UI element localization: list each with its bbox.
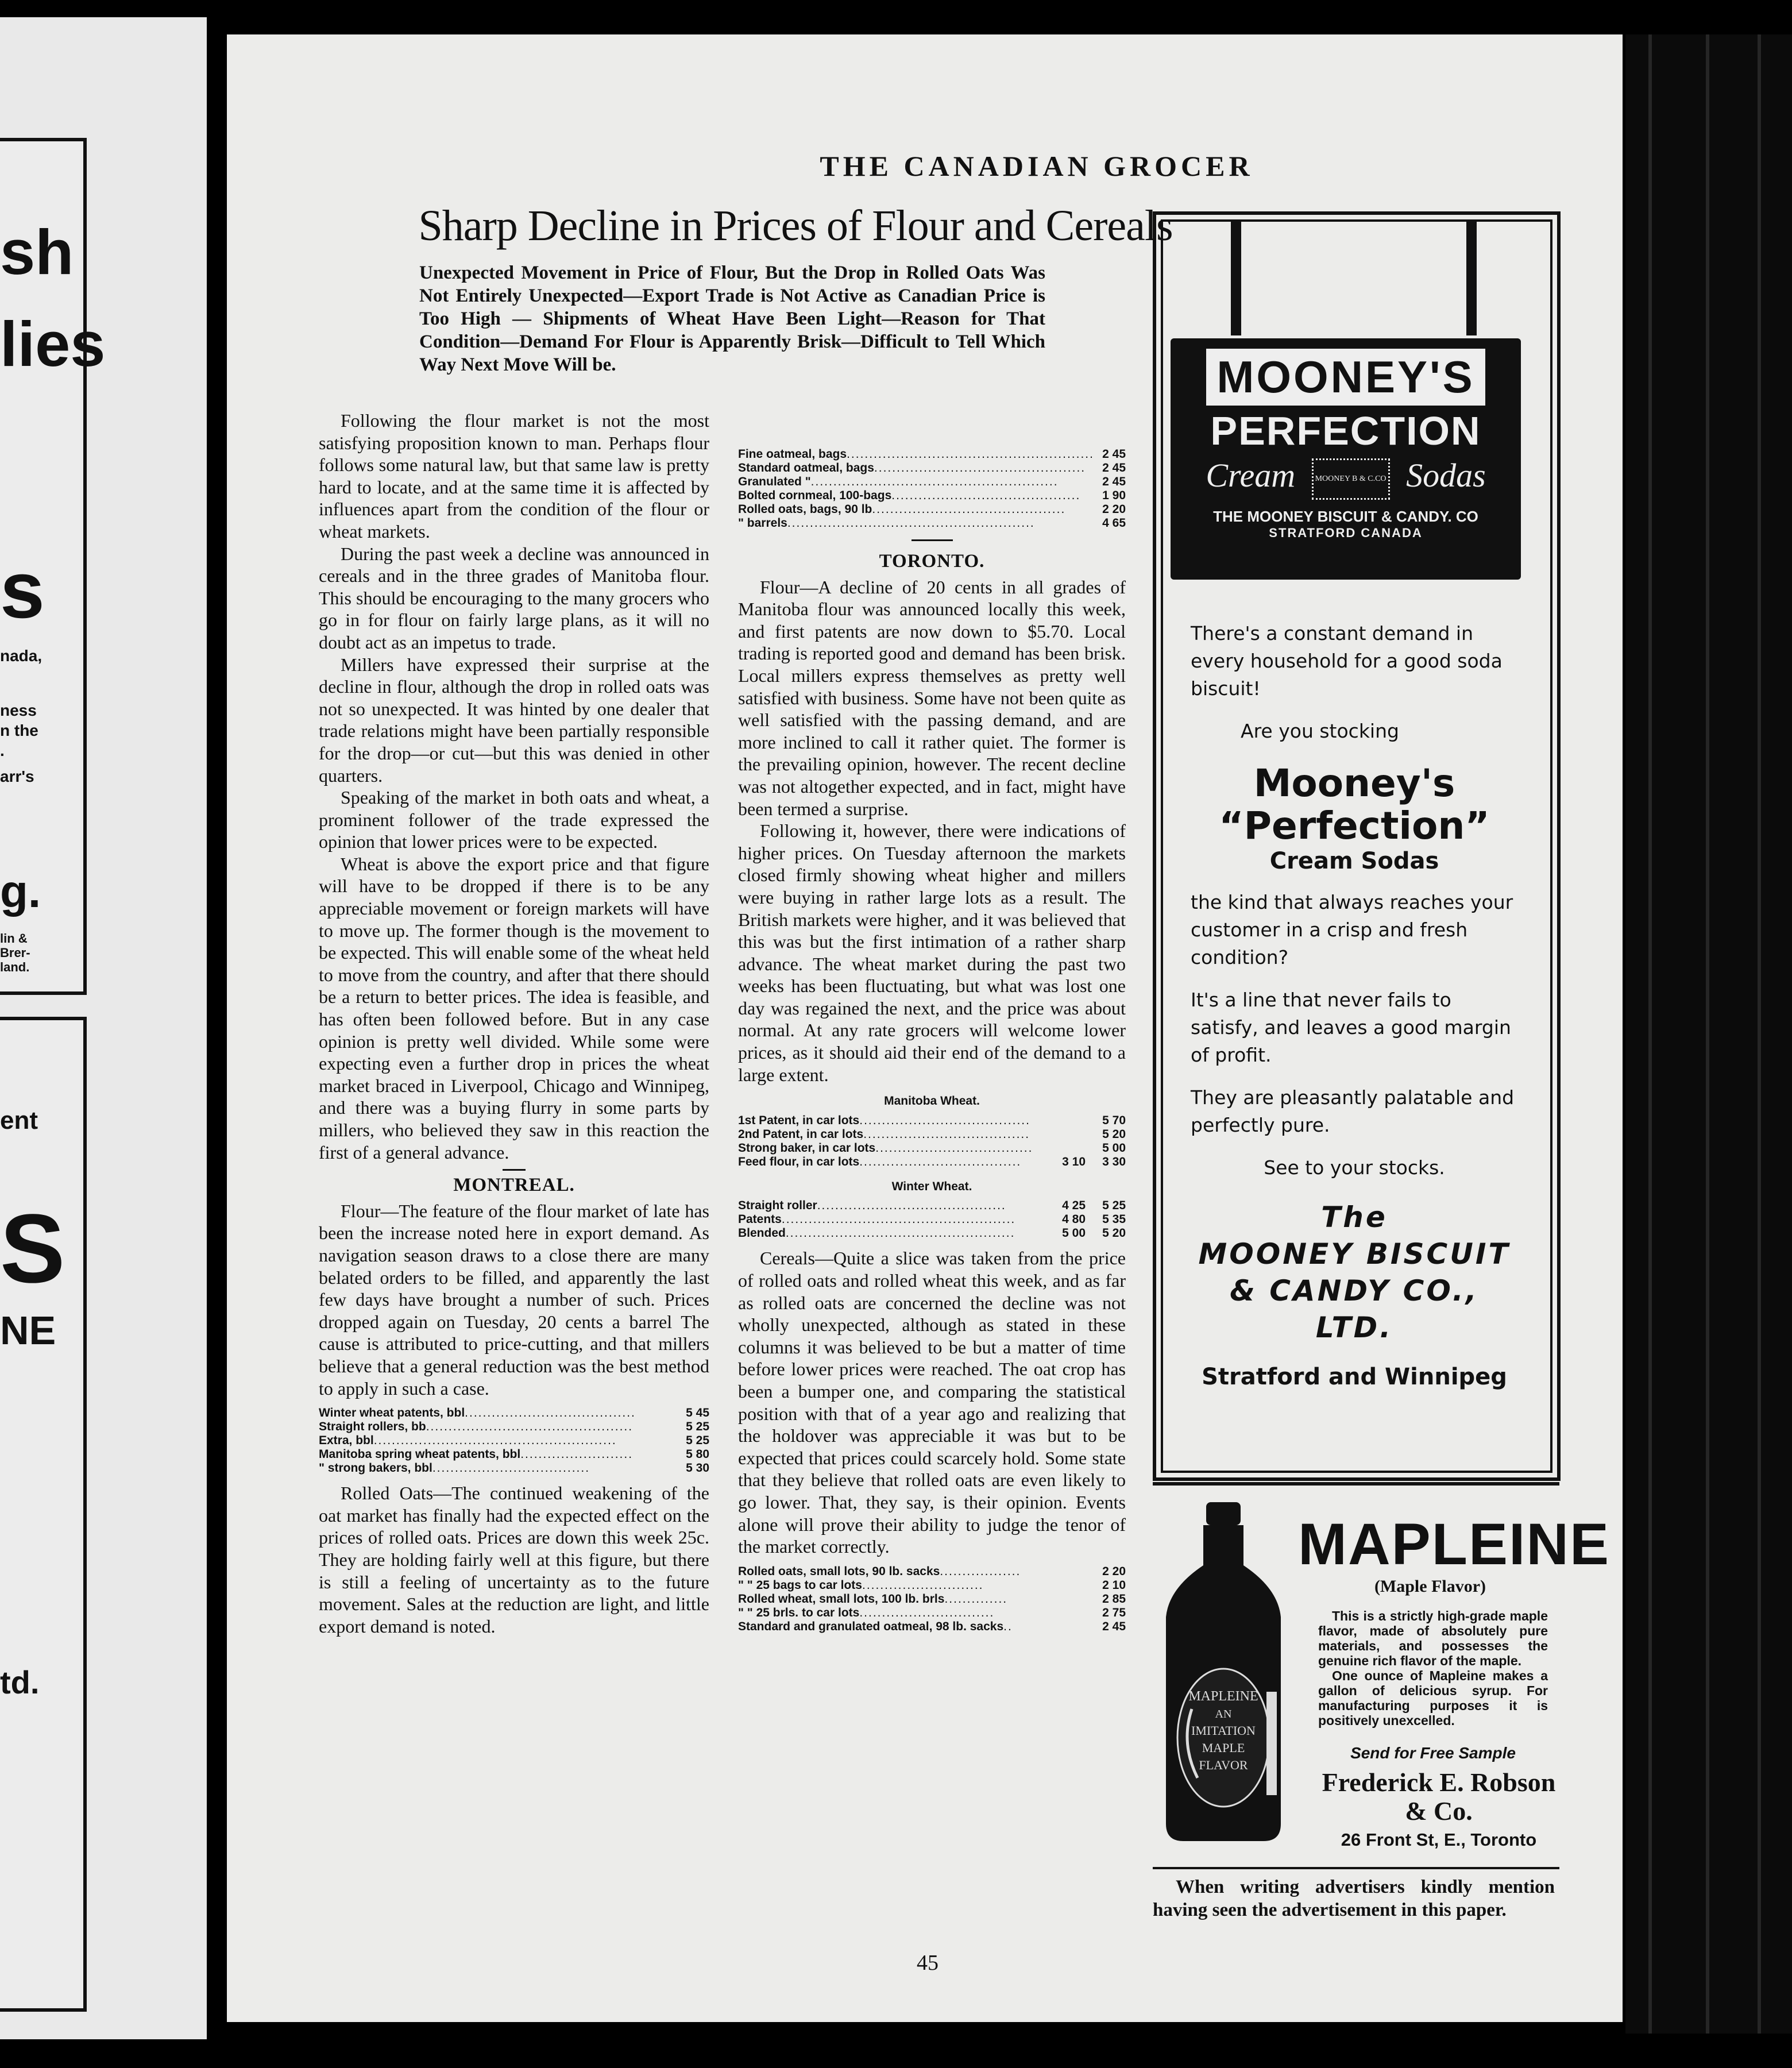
- firm-line: Frederick E. Robson: [1322, 1768, 1556, 1797]
- price-row: Extra, bbl...................................................... 5 25: [319, 1434, 709, 1448]
- section-rule: [503, 1169, 526, 1171]
- left-fragment: Brer-: [0, 946, 30, 960]
- price-row: Granulated "....................................................... 2 45: [738, 475, 1126, 488]
- mooney-ad-copy: [1191, 620, 1518, 1391]
- toronto-winter-prices: [738, 1199, 1126, 1240]
- toronto-paragraph: Flour—A decline of 20 cents in all grades of Manitoba flour was announced locally this week, and first patents are now down to $5.70. Local trading is reported good and demand has been brisk. Local millers express themselves as pretty well satisfied with business. Some have not been quite as well satisfied with the passing demand, and are more inclined to call it rather quiet. The former is the prevailing opinion, however. The recent decline was not altogether expected, and in fact, might have been termed a surprise.: [738, 576, 1126, 819]
- advertisers-notice: [1153, 1876, 1555, 1922]
- article-headline: Sharp Decline in Prices of Flour and Cereals: [418, 202, 1173, 250]
- price-row: Winter wheat patents, bbl...................................... 5 45: [319, 1406, 709, 1420]
- toronto-cereal-prices: [738, 1565, 1126, 1634]
- price-row: 1st Patent, in car lots...................................... 5 70: [738, 1113, 1126, 1127]
- price-row: Strong baker, in car lots................................... 5 00: [738, 1141, 1126, 1155]
- price-row: Rolled oats, bags, 90 lb........................................... 2 20: [738, 503, 1126, 516]
- product-name: Mooney's: [1253, 761, 1455, 805]
- montreal-flour-prices: [319, 1406, 709, 1475]
- firm-name: [1318, 1768, 1559, 1826]
- left-fragment: td.: [0, 1664, 40, 1700]
- section-heading-toronto: TORONTO.: [879, 551, 985, 572]
- left-fragment: arr's: [0, 767, 34, 785]
- toronto-paragraph: Following it, however, there were indications of higher prices. On Tuesday afternoon the markets closed firmly showing wheat higher and millers were buying in rather large lots as a result. The British markets were higher, and it was believed that this was but the first intimation of a rather sharp advance. The wheat market during the past two weeks has been fluctuating, but what was lost one day was regained the next, and the price was about normal. At any rate grocers will welcome lower prices, as it should aid their end of the demand to a large extent.: [738, 820, 1126, 1085]
- company-cities: Stratford and Winnipeg: [1202, 1364, 1507, 1390]
- intro-paragraph: During the past week a decline was announced in cereals and in the three grades of Manitoba flour. This should be encouraging to the many grocers who go in for flour on fairly large plans, as it will no doubt act as an impetus to trade.: [319, 543, 709, 653]
- newspaper-page: [227, 34, 1623, 2022]
- price-row: Bolted cornmeal, 100-bags.......................................... 1 90: [738, 489, 1126, 502]
- mapleine-subtitle: (Maple Flavor): [1374, 1577, 1486, 1596]
- mapleine-body: [1318, 1608, 1548, 1728]
- price-row: 2nd Patent, in car lots..................................... 5 20: [738, 1127, 1126, 1141]
- left-fragment: s: [0, 545, 45, 635]
- binding-edge: [1758, 34, 1761, 2034]
- ad-text: They are pleasantly palatable and perfectly pure.: [1191, 1086, 1515, 1136]
- price-row: " " 25 brls. to car lots.............................. 2 75: [738, 1606, 1126, 1619]
- section-rule: [912, 539, 953, 541]
- ad-text: There's a constant demand in every household for a good soda biscuit!: [1191, 622, 1503, 700]
- intro-paragraph: Following the flour market is not the most satisfying proposition known to man. Perhaps flour follows some natural law, but that same law is pretty hard to locate, and at the same time it is affected by influences apart from the condition of the flour or wheat markets.: [319, 410, 709, 542]
- article-deck: Unexpected Movement in Price of Flour, But the Drop in Rolled Oats Was Not Entirely Unexpected—Export Trade is Not Active as Canadian Price is Too High — Shipments of Wheat Have Been Light—Reason for That Condition—Demand For Flour is Apparently Brisk—Difficult to Tell Which Way Next Move Will be.: [419, 263, 1045, 375]
- intro-paragraph: Millers have expressed their surprise at the decline in flour, although the drop in rolled oats was not so unexpected. It was hinted by one dealer that trade relations might have been partially responsible for the drop—or cut—but this was denied in other quarters.: [319, 654, 709, 786]
- table-heading-manitoba: Manitoba Wheat.: [884, 1094, 980, 1108]
- notice-divider: [1153, 1867, 1559, 1869]
- montreal-flour-paragraph: Flour—The feature of the flour market of late has been the increase noted here in export demand. As navigation season draws to a close there are many belated orders to be filled, and apparently the last few days have brought a number of such. Prices dropped again on Tuesday, 20 cents a barrel The cause is attributed to price-cutting, and that millers believe that a general reduction was the best method to apply in such a case.: [319, 1200, 709, 1399]
- price-row: " barrels....................................................... 4 65: [738, 516, 1126, 530]
- price-row: Straight rollers, bb.............................................. 5 25: [319, 1420, 709, 1434]
- sign-cream: Cream: [1206, 457, 1296, 494]
- company-signature: & CANDY CO., LTD.: [1230, 1274, 1479, 1344]
- firm-address: 26 Front St, E., Toronto: [1341, 1830, 1537, 1850]
- product-name: “Perfection”: [1219, 804, 1490, 848]
- ad-text: One ounce of Mapleine makes a gallon of delicious syrup. For manufacturing purposes it is positively unexcelled.: [1318, 1668, 1548, 1728]
- left-fragment: S: [0, 1194, 65, 1303]
- firm-line: & Co.: [1405, 1796, 1473, 1826]
- page-number: 45: [917, 1951, 939, 1975]
- article-column-2: [738, 410, 1126, 1641]
- book-binding: [1625, 34, 1792, 2034]
- ad-text: This is a strictly high-grade maple flavor, made of absolutely pure materials, and possesses the genuine rich flavor of the maple.: [1318, 1608, 1548, 1668]
- toronto-cereals-paragraph: Cereals—Quite a slice was taken from the price of rolled oats and rolled wheat this week, and as far as rolled oats are concerned the decline was not wholly unexpected, although as stated in these columns it was believed to be but a matter of time before lower prices were reached. The oat crop has been a bumper one, and comparing the statistical position with that of a year ago and realizing that the holdover was appreciable it was but to be expected that prices could scarcely hold. Some state that they believe that rolled oats are even likely to go lower. That, they say, is their opinion. Events alone will prove their ability to judge the tenor of the market correctly.: [738, 1248, 1126, 1557]
- left-fragment: g.: [0, 866, 41, 917]
- left-fragment: ness: [0, 701, 37, 719]
- left-fragment: land.: [0, 960, 30, 974]
- section-heading-montreal: MONTREAL.: [453, 1175, 575, 1196]
- mapleine-advertisement: [1157, 1494, 1611, 1861]
- price-row: Rolled wheat, small lots, 100 lb. brls.............. 2 85: [738, 1592, 1126, 1606]
- left-fragment: NE: [0, 1308, 56, 1353]
- left-fragment: n the: [0, 722, 38, 739]
- ad-text: See to your stocks.: [1264, 1156, 1445, 1179]
- label-text: AN: [1215, 1708, 1232, 1720]
- price-row: Standard oatmeal, bags............................................... 2 45: [738, 461, 1126, 474]
- sign-sodas: Sodas: [1406, 457, 1486, 494]
- intro-paragraph: Wheat is above the export price and that figure will have to be dropped if there is to be any appreciable movement or foreign markets will have to move up. The former though is the movement to be expected. This will enable some of the wheat held to move from the country, and after that there should be a return to better prices. The idea is feasible, and has often been followed before. But in any case opinion is pretty well divided. While some were expecting even a further drop in prices the wheat market braced in Liverpool, Chicago and Winnipeg, and there was a buying flurry in some parts by millers, who believed they saw in this reaction the first of a general advance.: [319, 853, 709, 1163]
- sign-brand: MOONEY'S: [1206, 349, 1485, 406]
- mooney-signboard: [1171, 338, 1521, 580]
- left-fragment: .: [0, 742, 5, 759]
- binding-edge: [1706, 34, 1709, 2034]
- montreal-oat-prices: [738, 447, 1126, 530]
- left-fragment: lin &: [0, 931, 28, 946]
- ad-divider: [1153, 1482, 1559, 1486]
- sign-city: STRATFORD CANADA: [1269, 525, 1423, 540]
- left-ad-box-top: [0, 138, 106, 995]
- company-signature: The: [1321, 1201, 1388, 1234]
- label-text: MAPLE: [1202, 1741, 1245, 1755]
- montreal-oats-paragraph: Rolled Oats—The continued weakening of the oat market has finally had the expected effect on the prices of rolled oats. Prices are down this week 25c. They are holding fairly well at this figure, but there is still a feeling of uncertainty as to the future movement. Sales at the reduction are light, and little export demand is noted.: [319, 1483, 709, 1637]
- price-row: Blended................................................... 5 00 5 20: [738, 1226, 1126, 1240]
- price-row: Standard and granulated oatmeal, 98 lb. sacks.. 2 45: [738, 1619, 1126, 1633]
- sign-cream-sodas: [1171, 456, 1521, 500]
- company-signature: MOONEY BISCUIT: [1198, 1237, 1511, 1271]
- sign-perfection: PERFECTION: [1210, 408, 1481, 453]
- left-ad-box-bottom: [0, 1017, 87, 2012]
- binding-edge: [1648, 34, 1652, 2034]
- running-head: THE CANADIAN GROCER: [820, 150, 1254, 182]
- price-row: " " 25 bags to car lots........................... 2 10: [738, 1578, 1126, 1592]
- toronto-manitoba-prices: [738, 1114, 1126, 1169]
- ad-text: Are you stocking: [1241, 720, 1399, 742]
- price-row: Manitoba spring wheat patents, bbl......................... 5 80: [319, 1448, 709, 1461]
- sign-post-right: [1466, 221, 1477, 335]
- left-fragment: nada,: [0, 647, 43, 665]
- left-fragment: lies: [0, 309, 106, 380]
- price-row: Feed flour, in car lots.................................... 3 10 3 30: [738, 1155, 1126, 1168]
- price-row: Fine oatmeal, bags....................................................... 2 45: [738, 447, 1126, 461]
- biscuit-box-icon: MOONEY B & C.CO: [1312, 458, 1390, 500]
- label-text: FLAVOR: [1199, 1758, 1248, 1772]
- left-fragment: ent: [0, 1106, 38, 1135]
- label-text: IMITATION: [1191, 1723, 1256, 1738]
- intro-paragraph: Speaking of the market in both oats and wheat, a prominent follower of the trade expressed the opinion that lower prices were to be expected.: [319, 787, 709, 852]
- table-heading-winter: Winter Wheat.: [891, 1179, 972, 1193]
- mapleine-title: MAPLEINE: [1298, 1511, 1611, 1577]
- price-row: Rolled oats, small lots, 90 lb. sacks.................. 2 20: [738, 1564, 1126, 1578]
- ad-text: the kind that always reaches your customer in a crisp and fresh condition?: [1191, 891, 1513, 969]
- bottle-icon: [1157, 1502, 1289, 1847]
- left-fragment: sh: [0, 217, 74, 288]
- mooney-advertisement: [1153, 211, 1561, 1481]
- price-row: " strong bakers, bbl................................... 5 30: [319, 1461, 709, 1475]
- article-column-1: [319, 410, 709, 1637]
- ad-text: It's a line that never fails to satisfy, and leaves a good margin of profit.: [1191, 989, 1511, 1066]
- notice-text: When writing advertisers kindly mention having seen the advertisement in this paper.: [1153, 1877, 1555, 1920]
- price-row: Patents.................................................... 4 80 5 35: [738, 1213, 1126, 1226]
- price-row: Straight roller.......................................... 4 25 5 25: [738, 1199, 1126, 1213]
- free-sample-cta: Send for Free Sample: [1350, 1744, 1516, 1762]
- sign-maker: THE MOONEY BISCUIT & CANDY. CO: [1213, 507, 1478, 525]
- sign-post-left: [1231, 221, 1241, 335]
- label-text: MAPLEINE: [1188, 1689, 1258, 1704]
- left-page-fragment: [0, 17, 207, 2039]
- product-subname: Cream Sodas: [1269, 848, 1439, 874]
